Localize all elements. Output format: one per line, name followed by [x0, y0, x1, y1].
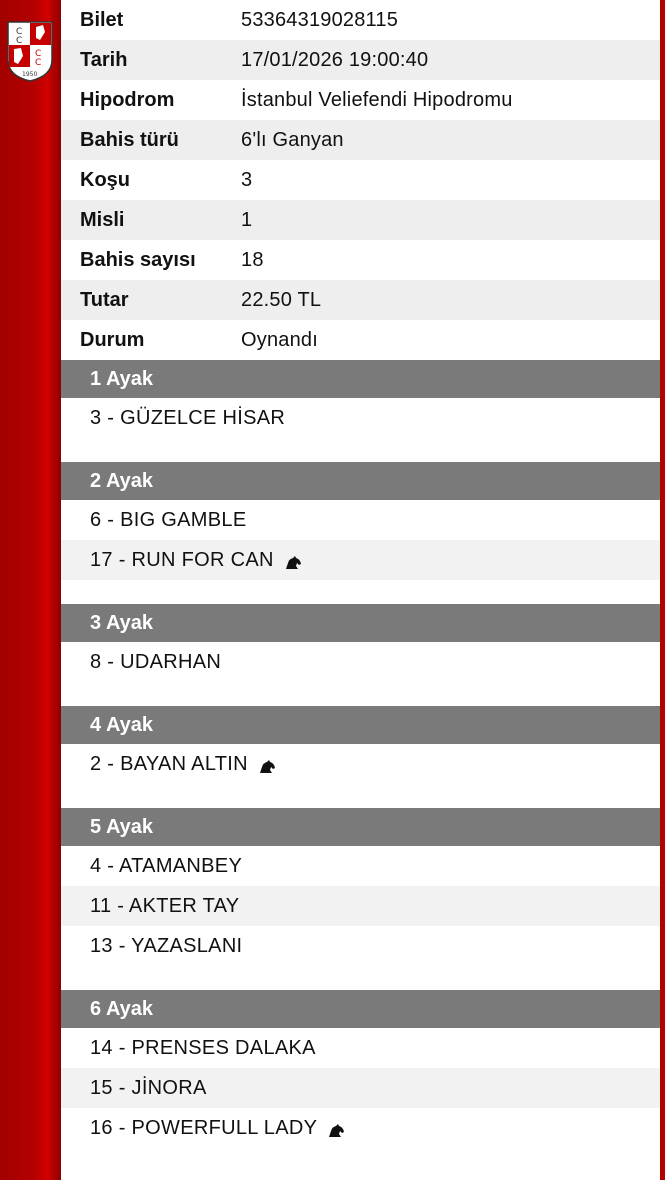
horse-name: 8 - UDARHAN [90, 650, 222, 673]
right-edge-bar [660, 0, 665, 1180]
horse-name: 16 - POWERFULL LADY [90, 1116, 318, 1139]
leg-header: 5 Ayak [61, 808, 660, 846]
club-logo-icon [5, 20, 55, 82]
horse-row [61, 846, 660, 886]
legs-list [61, 360, 660, 1172]
horse-row [61, 540, 660, 580]
info-label: Koşu [80, 168, 130, 191]
leg-spacer [61, 966, 660, 990]
info-row [61, 120, 660, 160]
leg-header: 2 Ayak [61, 462, 660, 500]
left-sidebar-bar [0, 0, 61, 1180]
info-label: Bahis sayısı [80, 248, 196, 271]
svg-text:C: C [16, 36, 23, 46]
horse-row [61, 886, 660, 926]
horse-row [61, 1028, 660, 1068]
info-row [61, 40, 660, 80]
horse-row [61, 926, 660, 966]
horse-head-icon [284, 553, 302, 567]
horse-row [61, 1108, 660, 1148]
svg-text:C: C [35, 58, 42, 68]
info-row [61, 240, 660, 280]
horse-row [61, 500, 660, 540]
horse-row [61, 398, 660, 438]
horse-name: 14 - PRENSES DALAKA [90, 1036, 316, 1059]
leg-header: 6 Ayak [61, 990, 660, 1028]
info-value: 53364319028115 [241, 8, 399, 31]
info-row [61, 320, 660, 360]
info-row [61, 200, 660, 240]
svg-text:C: C [35, 49, 42, 59]
horse-name: 6 - BIG GAMBLE [90, 508, 247, 531]
info-label: Durum [80, 328, 145, 351]
horse-name: 11 - AKTER TAY [90, 894, 240, 917]
horse-name: 3 - GÜZELCE HİSAR [90, 406, 286, 429]
leg-section [61, 360, 660, 462]
leg-section [61, 604, 660, 706]
info-label: Misli [80, 208, 125, 231]
horse-row [61, 642, 660, 682]
info-value: 3 [241, 168, 253, 191]
info-value: 6'lı Ganyan [241, 128, 344, 151]
info-value: 22.50 TL [241, 288, 322, 311]
horse-name: 15 - JİNORA [90, 1076, 207, 1099]
horse-name: 13 - YAZASLANI [90, 934, 243, 957]
horse-name: 2 - BAYAN ALTIN [90, 752, 248, 775]
horse-name: 17 - RUN FOR CAN [90, 548, 274, 571]
horse-name: 4 - ATAMANBEY [90, 854, 243, 877]
svg-text:C: C [16, 27, 23, 37]
info-value: 17/01/2026 19:00:40 [241, 48, 429, 71]
horse-head-icon [327, 1121, 345, 1135]
info-row [61, 0, 660, 40]
leg-spacer [61, 1148, 660, 1172]
leg-header: 4 Ayak [61, 706, 660, 744]
info-value: 18 [241, 248, 264, 271]
info-label: Hipodrom [80, 88, 175, 111]
info-label: Bilet [80, 8, 124, 31]
svg-text:1950: 1950 [22, 71, 38, 78]
info-label: Tarih [80, 48, 128, 71]
info-row [61, 160, 660, 200]
leg-section [61, 808, 660, 990]
leg-section [61, 706, 660, 808]
info-label: Tutar [80, 288, 129, 311]
leg-header: 3 Ayak [61, 604, 660, 642]
info-value: İstanbul Veliefendi Hipodromu [241, 88, 513, 111]
info-label: Bahis türü [80, 128, 179, 151]
horse-row [61, 1068, 660, 1108]
info-value: Oynandı [241, 328, 319, 351]
leg-spacer [61, 784, 660, 808]
info-value: 1 [241, 208, 253, 231]
leg-spacer [61, 438, 660, 462]
leg-section [61, 990, 660, 1172]
ticket-detail [61, 0, 660, 1172]
info-row [61, 80, 660, 120]
horse-row [61, 744, 660, 784]
leg-spacer [61, 580, 660, 604]
leg-section [61, 462, 660, 604]
horse-head-icon [258, 757, 276, 771]
ticket-info-table [61, 0, 660, 360]
leg-spacer [61, 682, 660, 706]
leg-header: 1 Ayak [61, 360, 660, 398]
info-row [61, 280, 660, 320]
